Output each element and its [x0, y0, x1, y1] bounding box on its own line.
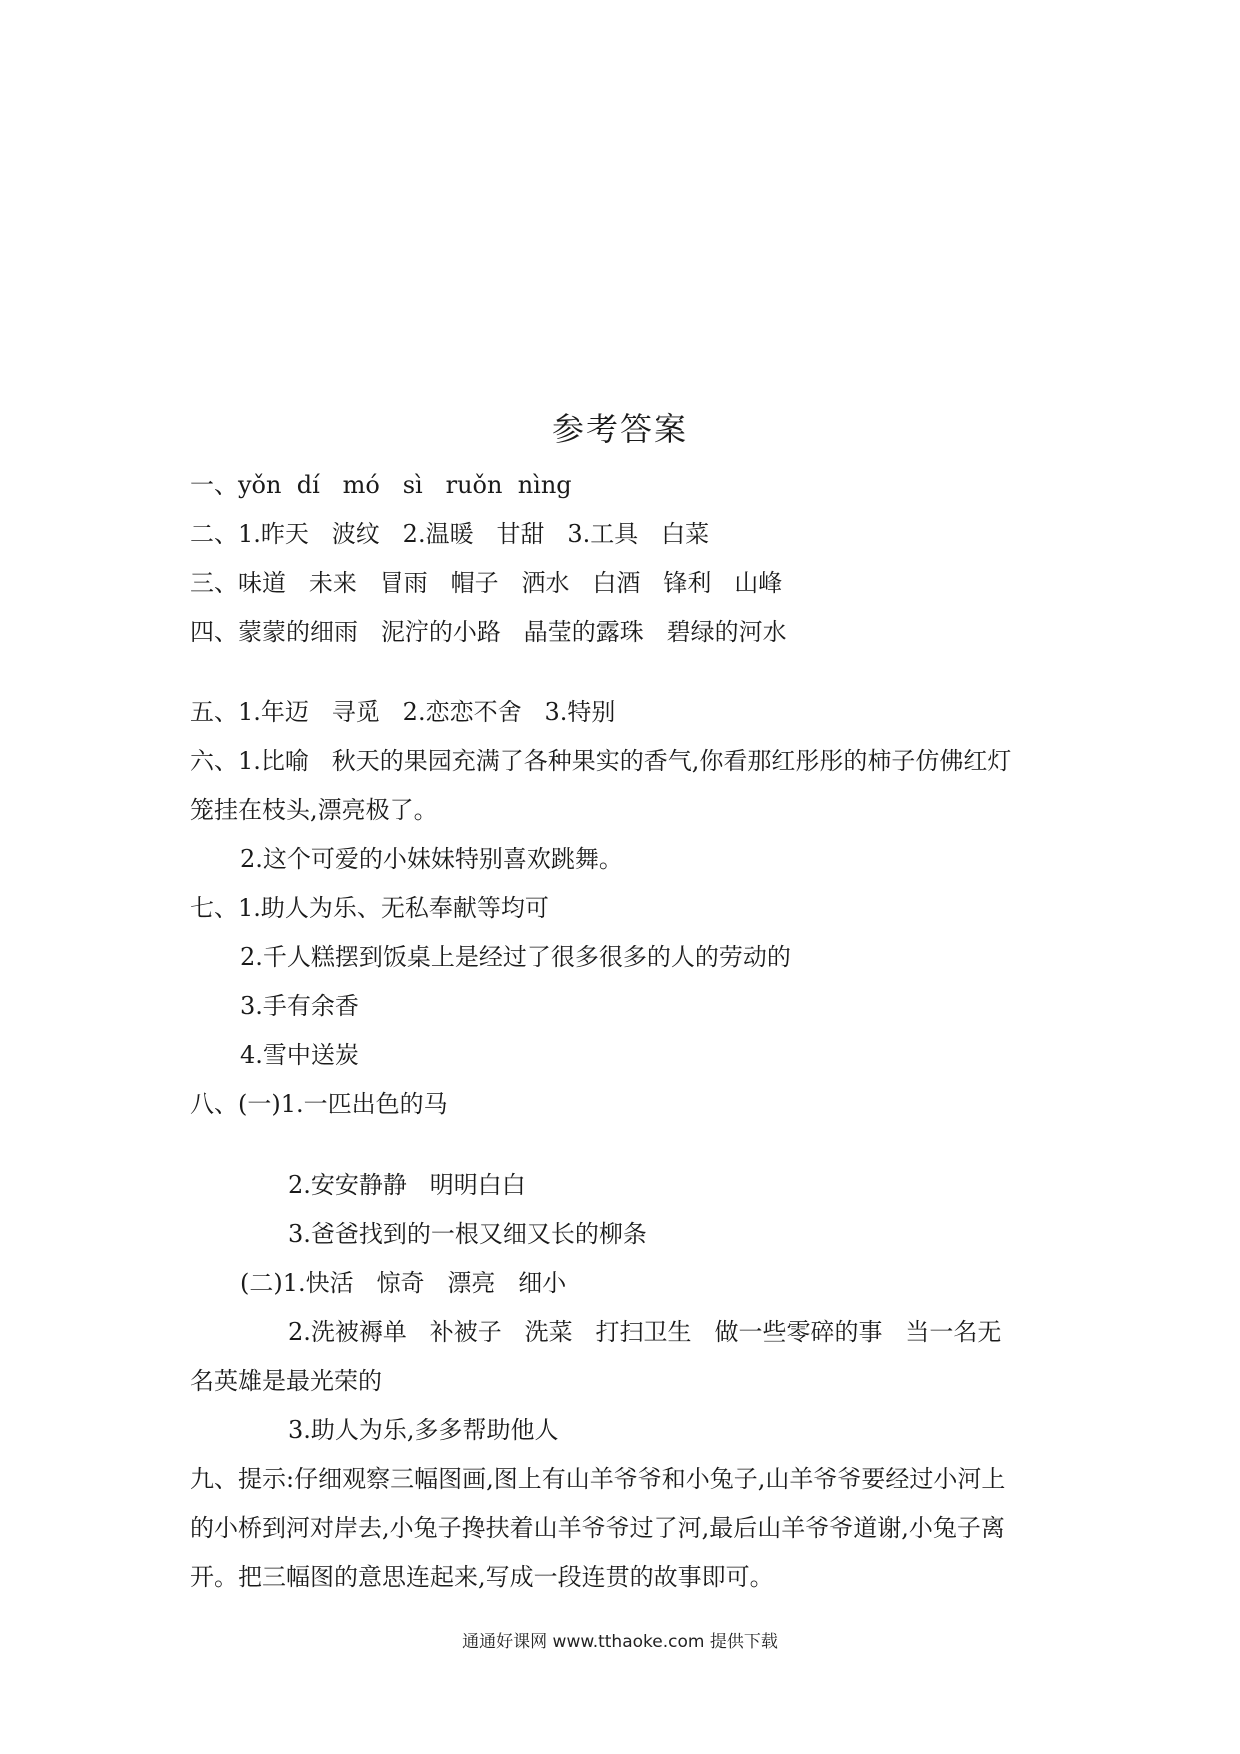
- answer-line-8-part2: (二)1.快活 惊奇 漂亮 细小: [240, 1269, 567, 1297]
- answer-line-5: 五、1.年迈 寻觅 2.恋恋不舍 3.特别: [190, 698, 616, 726]
- answer-line-8-part2-3: 3.助人为乐,多多帮助他人: [288, 1416, 559, 1444]
- answer-line-2: 二、1.昨天 波纹 2.温暖 甘甜 3.工具 白菜: [190, 520, 710, 548]
- answer-line-9-cont1: 的小桥到河对岸去,小兔子搀扶着山羊爷爷过了河,最后山羊爷爷道谢,小兔子离: [190, 1514, 1005, 1542]
- answer-line-1: 一、yǒn dí mó sì ruǒn nìng: [190, 471, 572, 499]
- answer-line-6-cont: 笼挂在枝头,漂亮极了。: [190, 796, 438, 824]
- answer-line-9-cont2: 开。把三幅图的意思连起来,写成一段连贯的故事即可。: [190, 1563, 774, 1591]
- answer-line-8-3: 3.爸爸找到的一根又细又长的柳条: [288, 1220, 647, 1248]
- answer-line-7: 七、1.助人为乐、无私奉献等均可: [190, 894, 549, 922]
- answer-line-7-4: 4.雪中送炭: [240, 1041, 359, 1069]
- answer-line-4: 四、蒙蒙的细雨 泥泞的小路 晶莹的露珠 碧绿的河水: [190, 618, 787, 646]
- answer-line-6: 六、1.比喻 秋天的果园充满了各种果实的香气,你看那红彤彤的柿子仿佛红灯: [190, 747, 1012, 775]
- answer-line-8-2: 2.安安静静 明明白白: [288, 1171, 526, 1199]
- answer-line-6-2: 2.这个可爱的小妹妹特别喜欢跳舞。: [240, 845, 623, 873]
- footer-source: 通通好课网 www.tthaoke.com 提供下载: [462, 1632, 778, 1652]
- answer-line-7-3: 3.手有余香: [240, 992, 359, 1020]
- answer-line-7-2: 2.千人糕摆到饭桌上是经过了很多很多的人的劳动的: [240, 943, 791, 971]
- page-title: 参考答案: [551, 410, 688, 448]
- answer-line-8: 八、(一)1.一匹出色的马: [190, 1090, 448, 1118]
- answer-line-9: 九、提示:仔细观察三幅图画,图上有山羊爷爷和小兔子,山羊爷爷要经过小河上: [190, 1465, 1006, 1493]
- answer-line-3: 三、味道 未来 冒雨 帽子 洒水 白酒 锋利 山峰: [190, 569, 783, 597]
- answer-line-8-part2-2: 2.洗被褥单 补被子 洗菜 打扫卫生 做一些零碎的事 当一名无: [288, 1318, 1002, 1346]
- answer-line-8-part2-2-cont: 名英雄是最光荣的: [190, 1367, 382, 1395]
